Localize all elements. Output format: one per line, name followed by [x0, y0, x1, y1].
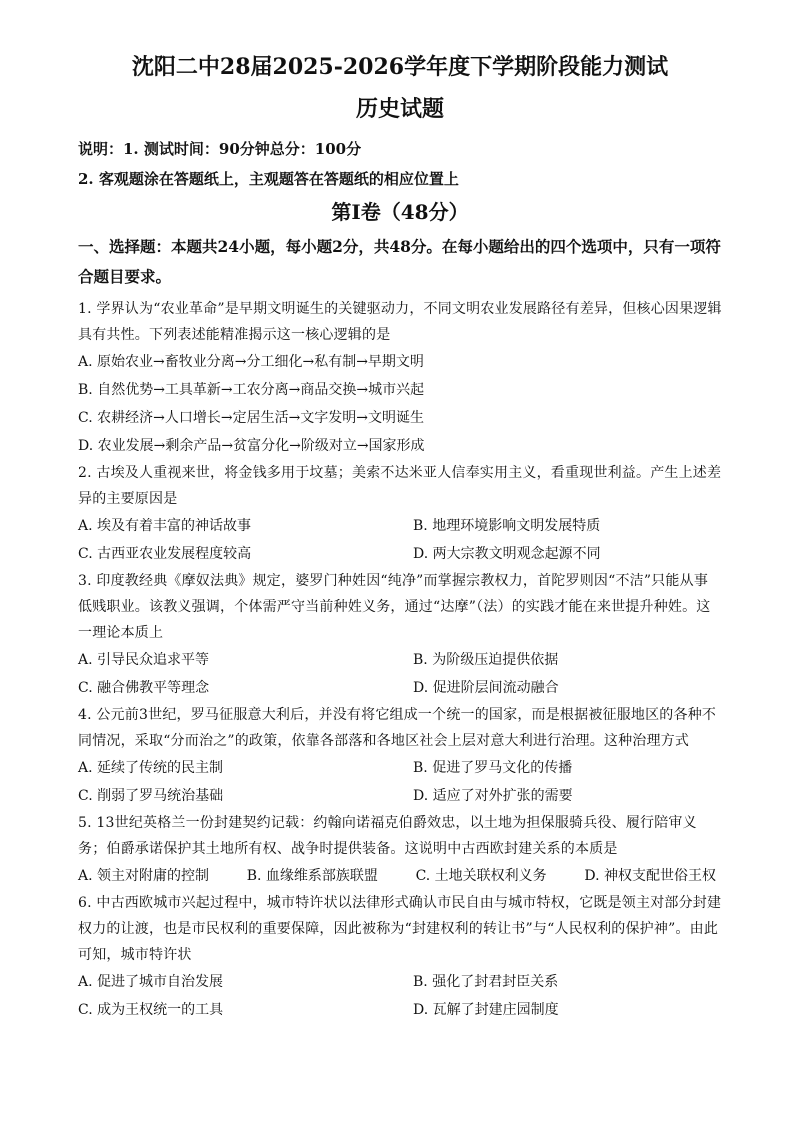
option-d: D. 两大宗教文明观念起源不同	[413, 546, 601, 562]
instruction-line-1: 说明：1. 测试时间：90分钟总分：100分	[78, 140, 362, 158]
options-row	[78, 862, 722, 890]
question-2	[78, 460, 722, 568]
option-b: B. 促进了罗马文化的传播	[413, 760, 573, 776]
section-heading: 一、选择题：本题共24小题，每小题2分，共48分。在每小题给出的四个选项中，只有一项符合题目要求。	[78, 237, 721, 286]
option-a: A. 促进了城市自治发展	[78, 974, 224, 990]
question-stem: 2. 古埃及人重视来世，将金钱多用于坟墓；美索不达米亚人信奉实用主义，看重现世利益。产生上述差异的主要原因是	[78, 465, 722, 507]
option-c: C. 土地关联权利义务	[415, 868, 547, 884]
question-stem: 6. 中古西欧城市兴起过程中，城市特许状以法律形式确认市民自由与城市特权，它既是领主对部分封建权力的让渡，也是市民权利的重要保障，因此被称为“封建权利的转让书”与“人民权利的保护神”。由此可知，城市特许状	[78, 895, 722, 963]
option-d: D. 神权支配世俗王权	[584, 868, 716, 884]
question-stem: 3. 印度教经典《摩奴法典》规定，婆罗门种姓因“纯净”而掌握宗教权力，首陀罗则因“不洁”只能从事低贱职业。该教义强调，个体需严守当前种姓义务，通过“达摩”（法）的实践才能在来世提升种姓。这一理论本质上	[78, 573, 711, 641]
option-b: B. 强化了封君封臣关系	[413, 974, 559, 990]
option-d: D. 瓦解了封建庄园制度	[413, 1002, 559, 1018]
option-a: A. 原始农业→畜牧业分离→分工细化→私有制→早期文明	[78, 354, 424, 370]
option-c: C. 农耕经济→人口增长→定居生活→文字发明→文明诞生	[78, 410, 425, 426]
option-d: D. 农业发展→剩余产品→贫富分化→阶级对立→国家形成	[78, 438, 425, 454]
question-1	[78, 296, 722, 460]
question-5	[78, 810, 722, 890]
option-d: D. 适应了对外扩张的需要	[413, 788, 573, 804]
option-b: B. 血缘维系部族联盟	[246, 868, 378, 884]
question-stem: 5. 13世纪英格兰一份封建契约记载：约翰向诺福克伯爵效忠，以土地为担保服骑兵役、履行陪审义务；伯爵承诺保护其土地所有权、战争时提供装备。这说明中古西欧封建关系的本质是	[78, 815, 697, 857]
options-grid	[78, 754, 722, 810]
option-b: B. 地理环境影响文明发展特质	[413, 518, 601, 534]
exam-subject: 历史试题	[355, 96, 444, 122]
option-c: C. 成为王权统一的工具	[78, 1002, 224, 1018]
question-6	[78, 890, 722, 1024]
question-3	[78, 568, 722, 702]
volume-heading: 第Ⅰ卷（48分）	[331, 200, 469, 224]
option-d: D. 促进阶层间流动融合	[413, 680, 559, 696]
instruction-line-2: 2. 客观题涂在答题纸上，主观题答在答题纸的相应位置上	[78, 170, 459, 188]
question-stem: 1. 学界认为“农业革命”是早期文明诞生的关键驱动力，不同文明农业发展路径有差异，但核心因果逻辑具有共性。下列表述能精准揭示这一核心逻辑的是	[78, 301, 722, 343]
options-grid	[78, 512, 722, 568]
options-grid	[78, 968, 722, 1024]
option-a: A. 埃及有着丰富的神话故事	[78, 518, 252, 534]
question-stem: 4. 公元前3世纪，罗马征服意大利后，并没有将它组成一个统一的国家，而是根据被征服地区的各种不同情况，采取“分而治之”的政策，依靠各部落和各地区社会上层对意大利进行治理。这种治理方式	[78, 707, 717, 749]
question-4	[78, 702, 722, 810]
option-a: A. 领主对附庸的控制	[78, 868, 210, 884]
option-c: C. 融合佛教平等理念	[78, 680, 210, 696]
option-b: B. 自然优势→工具革新→工农分离→商品交换→城市兴起	[78, 382, 425, 398]
option-c: C. 削弱了罗马统治基础	[78, 788, 224, 804]
exam-title: 沈阳二中28届2025-2026学年度下学期阶段能力测试	[131, 54, 669, 80]
option-b: B. 为阶级压迫提供依据	[413, 652, 559, 668]
options-grid	[78, 646, 722, 702]
option-c: C. 古西亚农业发展程度较高	[78, 546, 252, 562]
option-a: A. 延续了传统的民主制	[78, 760, 224, 776]
option-a: A. 引导民众追求平等	[78, 652, 210, 668]
